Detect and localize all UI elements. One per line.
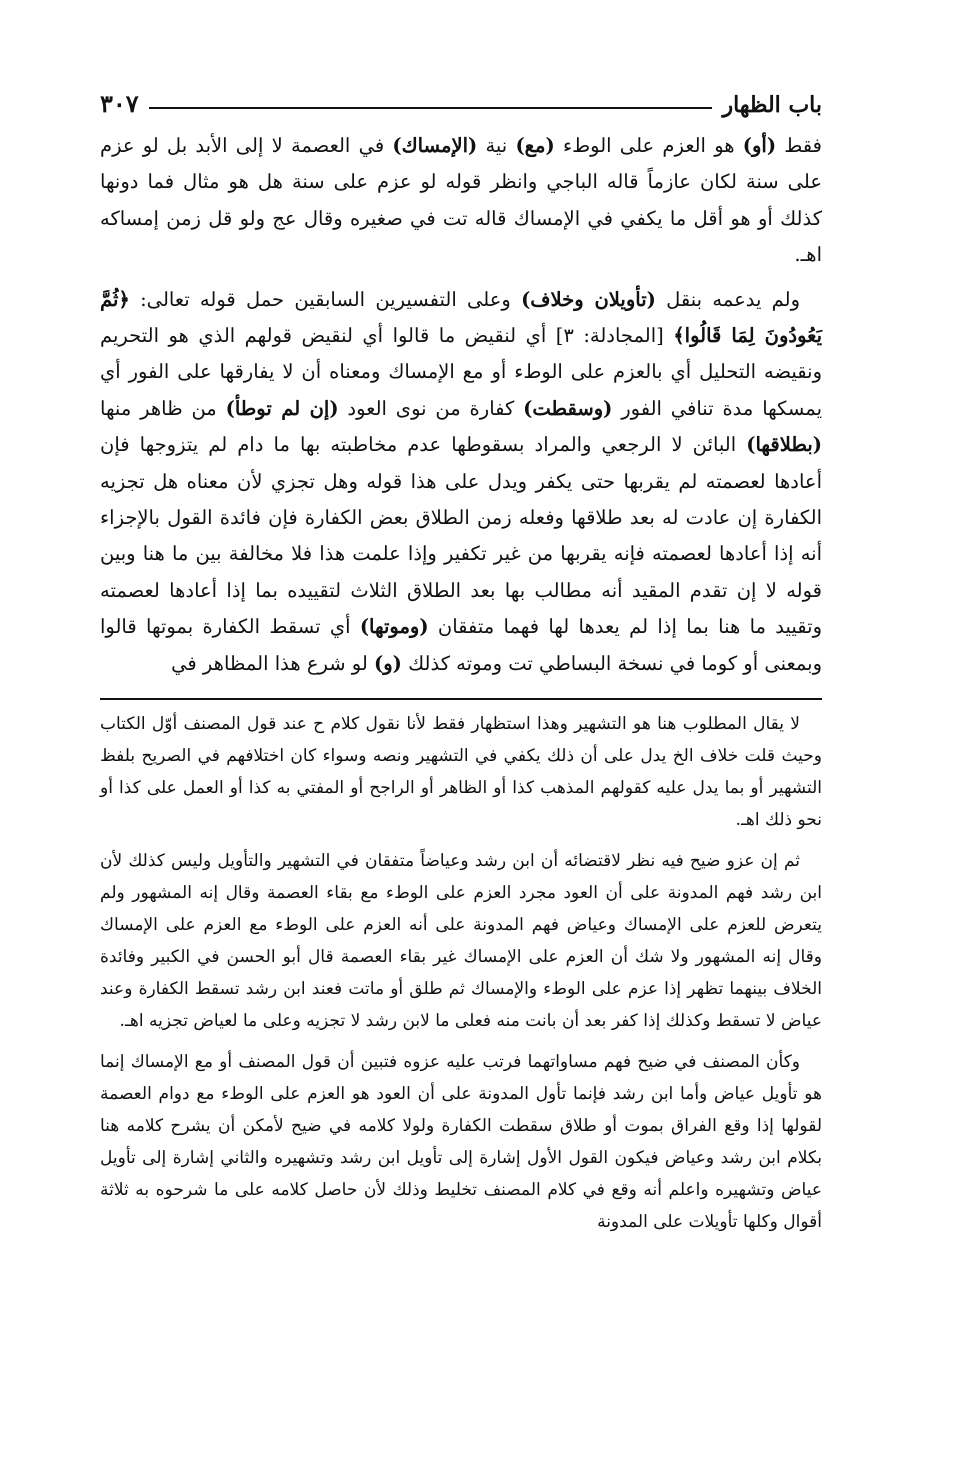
footnote-paragraph-1: لا يقال المطلوب هنا هو التشهير وهذا استظهار فقط لأنا نقول كلام ح عند قول المصنف أوّل الكتاب وحيث قلت خلاف الخ يدل على أن ذلك يكفي في التشهير ونصه وسواء كان اختلافهم في الصريح بلفظ التشهير أو بما يدل عليه كقولهم المذهب كذا أو الظاهر أو الراجح أو المفتي به كذا أو العمل على كذا أو نحو ذلك اهـ. [100,714,822,831]
matn-keyword: (وموتها) [359,615,429,639]
header-rule [149,107,713,109]
matn-keyword: (وسقطت) [523,396,613,420]
matn-keyword: (إن لم توطأ) [225,396,339,420]
matn-keyword: (و) [374,651,402,675]
text-span: [المجادلة: ٣] أي لنقيض ما قالوا أي لنقيض قولهم الذي هو التحريم ونقيضه التحليل أي بالعزم على الوطء أو مع الإمساك ومعناه أن لا يفارقها على الفور أي يمسكها مدة تنافي الفور [100,324,822,420]
text-span: لو شرع هذا المظاهر في [171,651,375,675]
footnote-paragraph-2: ثم إن عزو ضيح فيه نظر لاقتضائه أن ابن رشد وعياضاً متفقان في التشهير والتأويل وليس كذلك لأن ابن رشد فهم المدونة على أن العود مجرد العزم على الوطء مع بقاء العصمة وقال إنه المشهور ولم يتعرض للعزم على الإمساك وعياض فهم المدونة على أنه العزم على الوطء مع العزم على الإمساك وقال إنه المشهور ولا شك أن العزم على الإمساك غير بقاء العصمة قال أبو الحسن في الكبير وفائدة الخلاف بينهما تظهر إذا عزم على الوطء والإمساك ثم طلق أو ماتت فعند ابن رشد تسقط الكفارة وعند عياض لا تسقط وكذلك إذا كفر بعد أن بانت منه فعلى ما لابن رشد لا تجزيه وعلى ما لعياض تجزيه اهـ. [100,851,822,1032]
quran-verse: ﴿ثُمَّ يَعُودُونَ لِمَا قَالُوا﴾ [100,287,822,348]
main-paragraph-2 [100,282,822,682]
matn-keyword: (الإمساك) [392,134,478,157]
page-number: ٣٠٧ [100,89,139,118]
text-span: البائن لا الرجعي والمراد بسقوطها عدم مخاطبته بها ما دام لم يتزوجها فإن أعادها لعصمته لم يقربها حتى يكفر ويدل على هذا قوله وهل تجزي لأن معناه هل تجزيه الكفارة إن عادت له بعد طلاقها وفعله زمن الطلاق بعض الكفارة فإن فائدة القول بالإجزاء أنه إذا أعادها لعصمته فإنه يقربها من غير تكفير وإذا علمت هذا فلا مخالفة بين ما هنا وبين قوله لا إن تقدم المقيد أنه مطالب بها بعد الطلاق الثلاث لتقييده بما إذا أعادها لعصمته وتقييد ما هنا بما إذا لم يعدها لها فهما متفقان [100,433,822,639]
footnote-paragraph-3: وكأن المصنف في ضيح فهم مساواتهما فرتب عليه عزوه فتبين أن قول المصنف أو مع الإمساك إنما هو تأويل عياض وأما ابن رشد فإنما تأول المدونة على أن العود هو العزم على الوطء مع دوام العصمة لقولها إذا وقع الفراق بموت أو طلاق سقطت الكفارة ولولا كلامه في ضيح لأمكن أن يشرح كلامه هنا بكلام ابن رشد وعياض فيكون القول الأول إشارة إلى تأويل ابن رشد وتشهيره والثاني إشارة إلى تأويل عياض وتشهيره واعلم أنه وقع في كلام المصنف تخليط وذلك لأن حاصل كلامه على ما شرحوه به ثلاثة أقوال وكلها تأويلات على المدونة [100,1052,822,1233]
text-span: هو العزم على الوطء [554,134,743,157]
book-page [100,78,822,1247]
main-text [100,128,822,682]
text-span: فقط [776,134,822,157]
matn-keyword: (أو) [742,134,777,157]
running-header [100,78,822,118]
text-span: كفارة من نوى العود [338,396,524,420]
main-paragraph-1 [100,128,822,274]
footnotes [100,708,822,1238]
matn-keyword: (بطلاقها) [746,433,822,457]
text-span: نية [477,134,516,157]
footnote-divider [100,698,822,700]
text-span: من ظاهر منها [100,396,226,420]
matn-keyword: (تأويلان وخلاف) [521,287,656,311]
text-span: أي تسقط الكفارة بموتها قالوا وبمعنى أو كوما في نسخة البساطي تت وموته كذلك [100,615,822,675]
chapter-title: باب الظهار [722,92,822,118]
text-span: ولم يدعمه بنقل [655,287,800,311]
text-span: في العصمة لا إلى الأبد بل لو عزم على سنة لكان عازماً قاله الباجي وانظر قوله لو عزم على سنة هل هو مثال فما دونها كذلك أو هو أقل ما يكفي في الإمساك قاله تت في صغيره وقال عج ولو قل زمن إمساكه اهـ. [100,134,822,267]
text-span: وعلى التفسيرين السابقين حمل قوله تعالى: [129,287,522,311]
matn-keyword: (مع) [515,134,555,157]
